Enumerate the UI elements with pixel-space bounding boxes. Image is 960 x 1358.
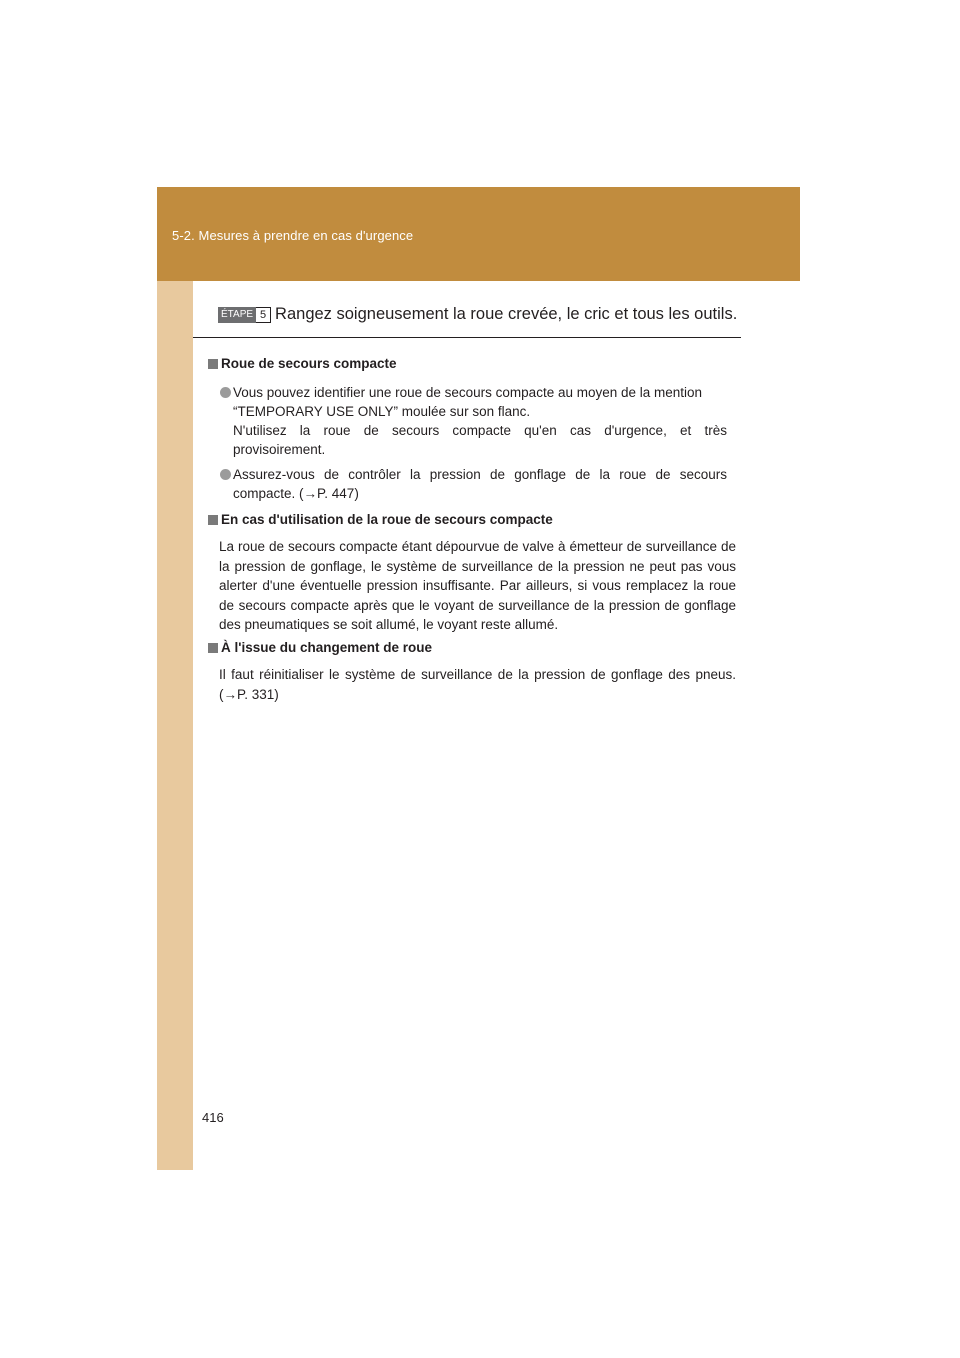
step-text: Rangez soigneusement la roue crevée, le cric et tous les outils.	[275, 305, 738, 323]
header-band	[157, 187, 800, 281]
paragraph: Il faut réinitialiser le système de surveillance de la pression de gonflage des pneus. (→P. 331)	[219, 667, 736, 702]
list-item-text: “TEMPORARY USE ONLY” moulée sur son flanc.	[233, 404, 531, 419]
list-item-text: Vous pouvez identifier une roue de secours compacte au moyen de la mention	[233, 385, 703, 400]
step-badge-number: 5	[256, 307, 271, 323]
side-strip	[157, 281, 193, 1170]
square-bullet-icon	[208, 643, 218, 653]
step-5	[218, 305, 748, 324]
square-bullet-icon	[208, 359, 218, 369]
divider	[193, 337, 741, 338]
circle-bullet-icon	[220, 387, 231, 398]
section-heading: À l'issue du changement de roue	[208, 640, 432, 655]
step-badge-label: ÉTAPE	[218, 307, 256, 323]
list-item	[220, 465, 727, 503]
paragraph: La roue de secours compacte étant dépourvue de valve à émetteur de surveillance de la pression de gonflage, le système de surveillance de la pression ne peut pas vous alerter d'une éventuelle pression insuffisante. Par ailleurs, si vous remplacez la roue de secours compacte après que le voyant de surveillance de la pression de gonflage des pneumatiques se soit allumé, le voyant reste allumé.	[219, 539, 736, 632]
square-bullet-icon	[208, 515, 218, 525]
page-number: 416	[202, 1110, 224, 1125]
section-heading: En cas d'utilisation de la roue de secours compacte	[208, 512, 553, 527]
circle-bullet-icon	[220, 469, 231, 480]
section-heading: Roue de secours compacte	[208, 356, 397, 371]
list-item-text: Assurez-vous de contrôler la pression de gonflage de la roue de secours compacte. (→P. 447)	[233, 467, 727, 501]
list-item	[220, 383, 727, 459]
list-item-text: N'utilisez la roue de secours compacte qu'en cas d'urgence, et très provisoirement.	[233, 423, 727, 457]
section-title: 5-2. Mesures à prendre en cas d'urgence	[172, 228, 414, 243]
step-badge	[218, 307, 271, 323]
